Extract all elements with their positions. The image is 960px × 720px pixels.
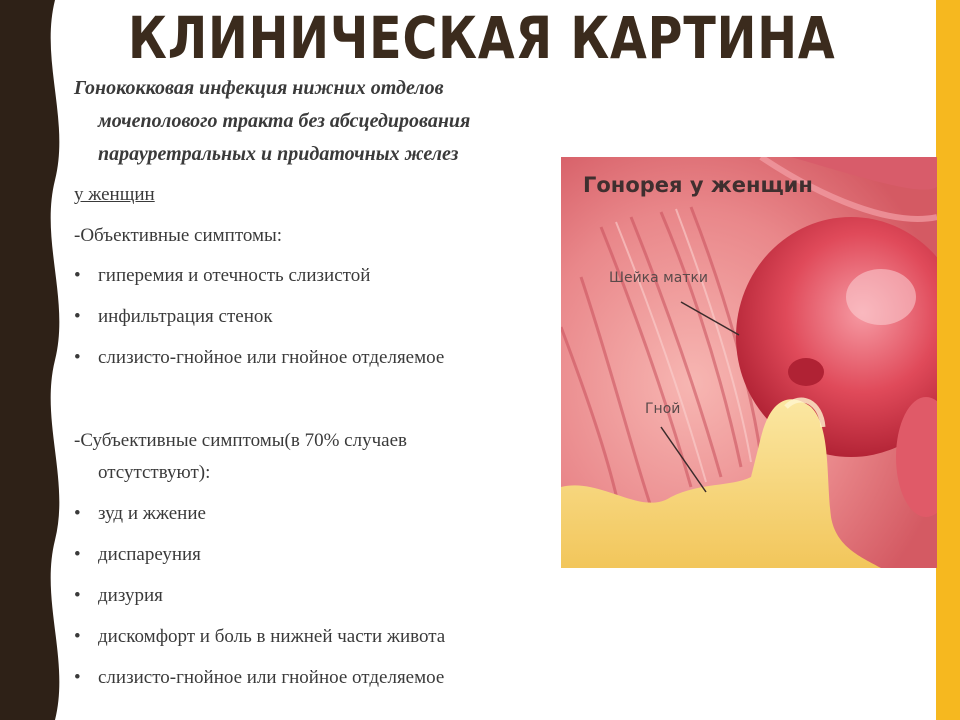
subjective-item	[74, 667, 445, 689]
subjective-item-text: диспареуния	[98, 544, 201, 565]
right-accent-bar	[936, 0, 960, 720]
illustration-caption: Гонорея у женщин	[583, 173, 813, 197]
bullet-icon: •	[74, 544, 81, 565]
subjective-item	[74, 626, 446, 648]
subjective-item-text: слизисто-гнойное или гнойное отделяемое	[98, 667, 445, 688]
label-pus: Гной	[645, 401, 681, 417]
slide-title: КЛИНИЧЕСКАЯ КАРТИНА	[128, 4, 836, 72]
subjective-item-text: дискомфорт и боль в нижней части живота	[98, 626, 446, 647]
subjective-item	[74, 503, 206, 525]
bullet-icon: •	[74, 265, 81, 286]
subjective-item	[74, 585, 163, 607]
subtitle-line: парауретральных и придаточных желез	[98, 143, 459, 165]
objective-item-text: гиперемия и отечность слизистой	[98, 265, 371, 286]
bullet-icon: •	[74, 503, 81, 524]
anatomy-illustration	[561, 157, 937, 568]
bullet-icon: •	[74, 585, 81, 606]
subjective-item-text: дизурия	[98, 585, 163, 606]
subjective-item-text: зуд и жжение	[98, 503, 206, 524]
objective-heading: -Объективные симптомы:	[74, 225, 283, 246]
bullet-icon: •	[74, 667, 81, 688]
objective-item-text: инфильтрация стенок	[98, 306, 273, 327]
subtitle-line: мочеполового тракта без абсцедирования	[98, 110, 471, 132]
objective-item	[74, 347, 445, 369]
objective-item	[74, 306, 273, 328]
bullet-icon: •	[74, 626, 81, 647]
left-decorative-band	[0, 0, 70, 720]
bullet-icon: •	[74, 306, 81, 327]
slide-subtitle	[74, 72, 604, 171]
subtitle-line: Гонококковая инфекция нижних отделов	[74, 77, 444, 99]
anatomy-drawing	[561, 157, 937, 568]
subjective-heading-continuation: отсутствуют):	[98, 462, 211, 483]
subjective-item	[74, 544, 201, 566]
bullet-icon: •	[74, 347, 81, 368]
subjective-heading: -Субъективные симптомы(в 70% случаев	[74, 430, 407, 451]
label-cervix: Шейка матки	[609, 270, 709, 286]
objective-item	[74, 265, 371, 287]
group-heading: у женщин	[74, 184, 155, 205]
objective-item-text: слизисто-гнойное или гнойное отделяемое	[98, 347, 445, 368]
